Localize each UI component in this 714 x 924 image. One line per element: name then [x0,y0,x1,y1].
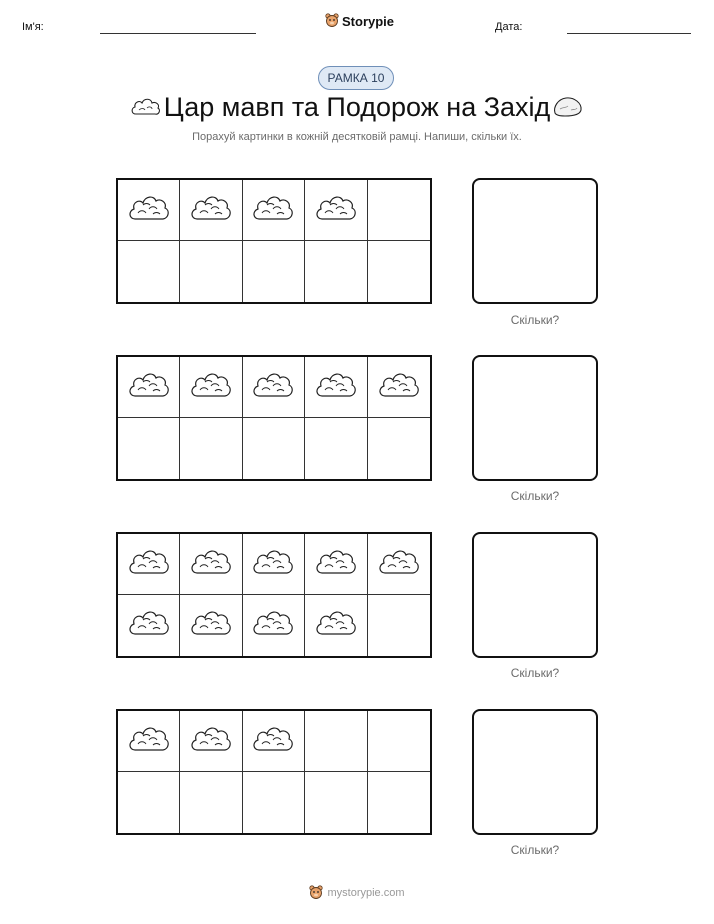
frame-cell [118,772,180,833]
frame-cell [368,595,430,656]
cloud-icon [314,545,358,584]
name-label: Ім'я: [22,21,44,33]
ten-frame-3 [116,532,432,658]
ten-frame-2 [116,355,432,481]
cloud-icon [314,191,358,230]
footer-url: mystorypie.com [327,887,405,899]
cloud-icon [251,606,295,645]
answer-box-2[interactable] [472,355,598,481]
frame-cell [243,180,305,241]
frame-cell [368,711,430,772]
cloud-icon [127,545,171,584]
frame-cell [118,595,180,656]
frame-cell [368,772,430,833]
footer [0,885,714,901]
ten-frame-1 [116,178,432,304]
frame-cell [305,357,367,418]
frame-cell [305,241,367,302]
cloud-icon [189,191,233,230]
bear-mascot-icon [309,885,323,901]
frame-cell [305,595,367,656]
cloud-icon [127,368,171,407]
frame-cell [368,534,430,595]
frame-cell [180,534,242,595]
frame-cell [305,180,367,241]
answer-box-4[interactable] [472,709,598,835]
frame-badge: РАМКА 10 [318,66,394,90]
frame-cell [243,534,305,595]
frame-cell [118,534,180,595]
frame-cell [305,418,367,479]
frame-cell [180,711,242,772]
cloud-icon [377,368,421,407]
frame-cell [243,241,305,302]
how-many-label-1: Скільки? [510,313,560,327]
date-field-line[interactable] [567,33,691,34]
frame-cell [368,241,430,302]
frame-cell [243,711,305,772]
bear-mascot-icon [325,13,339,29]
frame-cell [180,595,242,656]
cloud-icon [251,545,295,584]
frame-cell [118,241,180,302]
frame-cell [305,534,367,595]
cloud-icon [251,722,295,761]
answer-box-3[interactable] [472,532,598,658]
frame-cell [243,357,305,418]
cloud-icon [189,606,233,645]
name-field-line[interactable] [100,33,256,34]
frame-cell [118,357,180,418]
how-many-label-4: Скільки? [510,843,560,857]
frame-cell [118,418,180,479]
cloud-icon [127,191,171,230]
cloud-icon [189,545,233,584]
frame-cell [118,711,180,772]
cloud-icon [314,368,358,407]
cloud-icon [127,606,171,645]
how-many-label-2: Скільки? [510,489,560,503]
cloud-icon [377,545,421,584]
frame-cell [368,180,430,241]
answer-box-1[interactable] [472,178,598,304]
cloud-icon [189,722,233,761]
frame-cell [368,418,430,479]
cloud-icon [251,368,295,407]
frame-cell [180,241,242,302]
frame-cell [305,772,367,833]
cloud-icon [127,722,171,761]
frame-cell [243,772,305,833]
cloud-icon [189,368,233,407]
frame-cell [118,180,180,241]
frame-cell [368,357,430,418]
frame-cell [243,418,305,479]
how-many-label-3: Скільки? [510,666,560,680]
cloud-icon [314,606,358,645]
frame-cell [180,180,242,241]
frame-cell [305,711,367,772]
page-title: Цар мавп та Подорож на Захід [163,92,551,122]
date-label: Дата: [495,21,523,33]
frame-cell [180,772,242,833]
frame-cell [243,595,305,656]
instruction-text: Порахуй картинки в кожній десятковій рамці. Напиши, скільки їх. [192,131,522,143]
brand-logo [325,13,394,29]
brand-name: Storypie [342,13,395,29]
rock-icon [552,94,584,118]
cloud-icon [251,191,295,230]
frame-cell [180,357,242,418]
frame-cell [180,418,242,479]
ten-frame-4 [116,709,432,835]
